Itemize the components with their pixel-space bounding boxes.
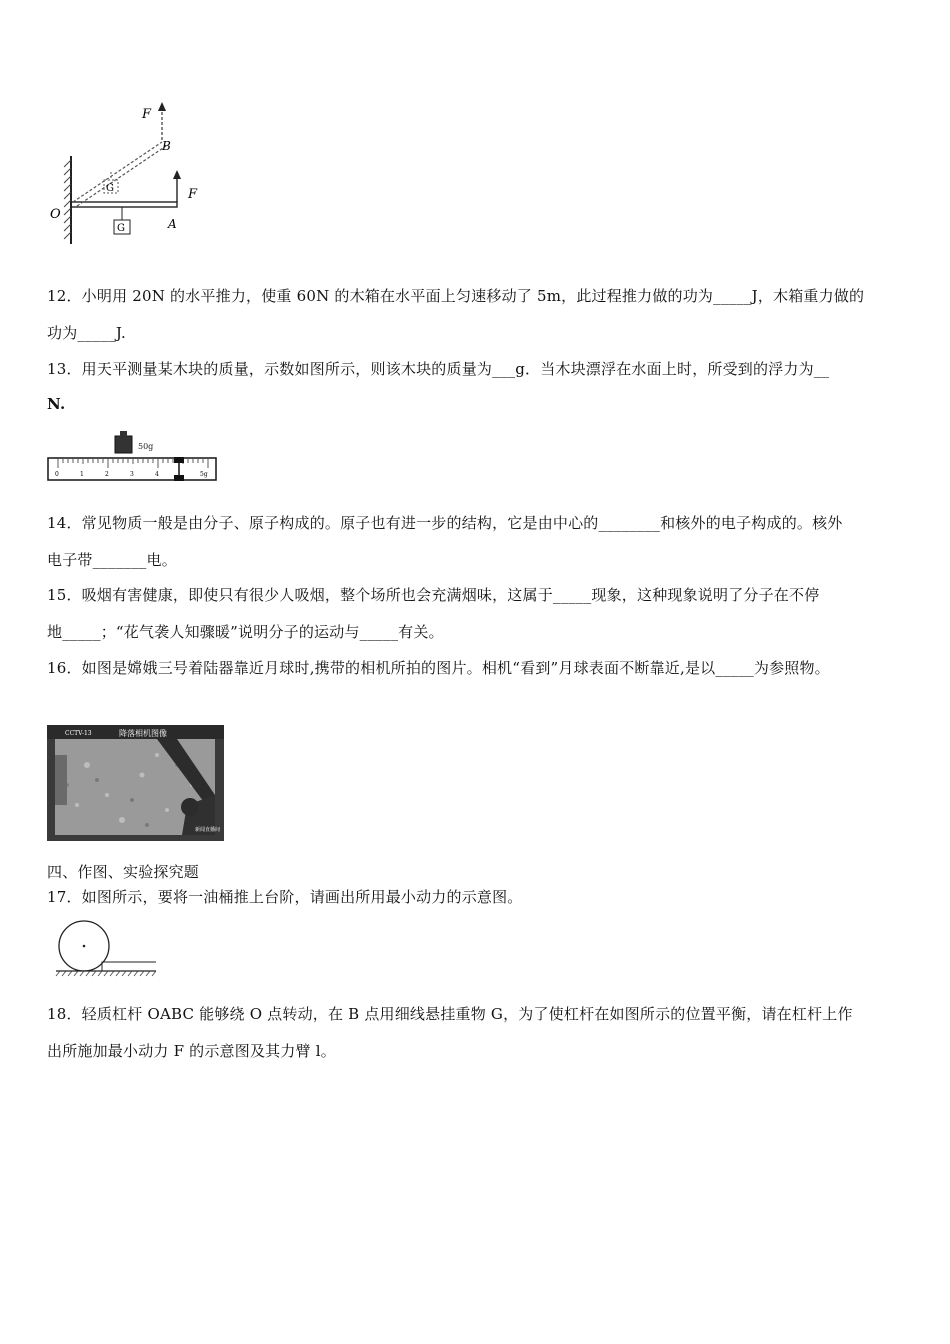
- photo-caption: 降落相机图像: [119, 729, 167, 738]
- lever-label-a: A: [168, 217, 177, 231]
- q16-line1: 16．如图是嫦娥三号着陆器靠近月球时,携带的相机所拍的图片。相机“看到”月球表面不断靠近,是以_____为参照物。: [47, 659, 830, 677]
- q18-line1: 18．轻质杠杆 OABC 能够绕 O 点转动，在 B 点用细线悬挂重物 G，为了使杠杆在如图所示的位置平衡，请在杠杆上作: [47, 1005, 853, 1023]
- q13-line2: N.: [47, 395, 66, 413]
- lever-label-o: O: [50, 207, 61, 222]
- lever-figure: [44, 98, 214, 248]
- lever-label-g-hang: G: [117, 223, 125, 234]
- q12-line2: 功为_____J.: [47, 324, 126, 342]
- drum-step-figure: [52, 918, 162, 980]
- lever-label-g-diag: G: [106, 183, 114, 194]
- q15-line1: 15．吸烟有害健康，即使只有很少人吸烟，整个场所也会充满烟味，这属于_____现象，这种现象说明了分子在不停: [47, 586, 820, 604]
- balance-tick-1: 1: [80, 471, 84, 478]
- q18-line2: 出所施加最小动力 F 的示意图及其力臂 l。: [47, 1042, 336, 1060]
- lunar-photo-figure: [47, 725, 224, 841]
- balance-tick-2: 2: [105, 471, 109, 478]
- q15-line2: 地_____；“花气袭人知骤暖”说明分子的运动与_____有关。: [47, 623, 444, 641]
- balance-tick-5: 5g: [200, 471, 208, 478]
- q13-line1: 13．用天平测量某木块的质量，示数如图所示，则该木块的质量为___g．当木块漂浮在水面上时，所受到的浮力为__: [47, 360, 830, 378]
- q14-line2: 电子带_______电。: [47, 551, 177, 569]
- balance-figure: [45, 428, 220, 488]
- section-title: 四、作图、实验探究题: [47, 863, 200, 881]
- balance-tick-0: 0: [55, 471, 59, 478]
- photo-channel: CCTV-13: [65, 730, 92, 737]
- q12-line1: 12．小明用 20N 的水平推力，使重 60N 的木箱在水平面上匀速移动了 5m，此过程推力做的功为_____J，木箱重力做的: [47, 287, 865, 305]
- q17-line1: 17．如图所示，要将一油桶推上台阶，请画出所用最小动力的示意图。: [47, 888, 523, 906]
- lever-label-f-right: F: [188, 187, 198, 202]
- lever-label-f-top: F: [142, 107, 152, 122]
- photo-corner: 新闻直播间: [195, 827, 221, 833]
- q14-line1: 14．常见物质一般是由分子、原子构成的。原子也有进一步的结构，它是由中心的________和核外的电子构成的。核外: [47, 514, 843, 532]
- lever-label-b: B: [162, 139, 171, 153]
- balance-tick-4: 4: [155, 471, 159, 478]
- balance-tick-3: 3: [130, 471, 134, 478]
- balance-weight-label: 50g: [138, 442, 154, 451]
